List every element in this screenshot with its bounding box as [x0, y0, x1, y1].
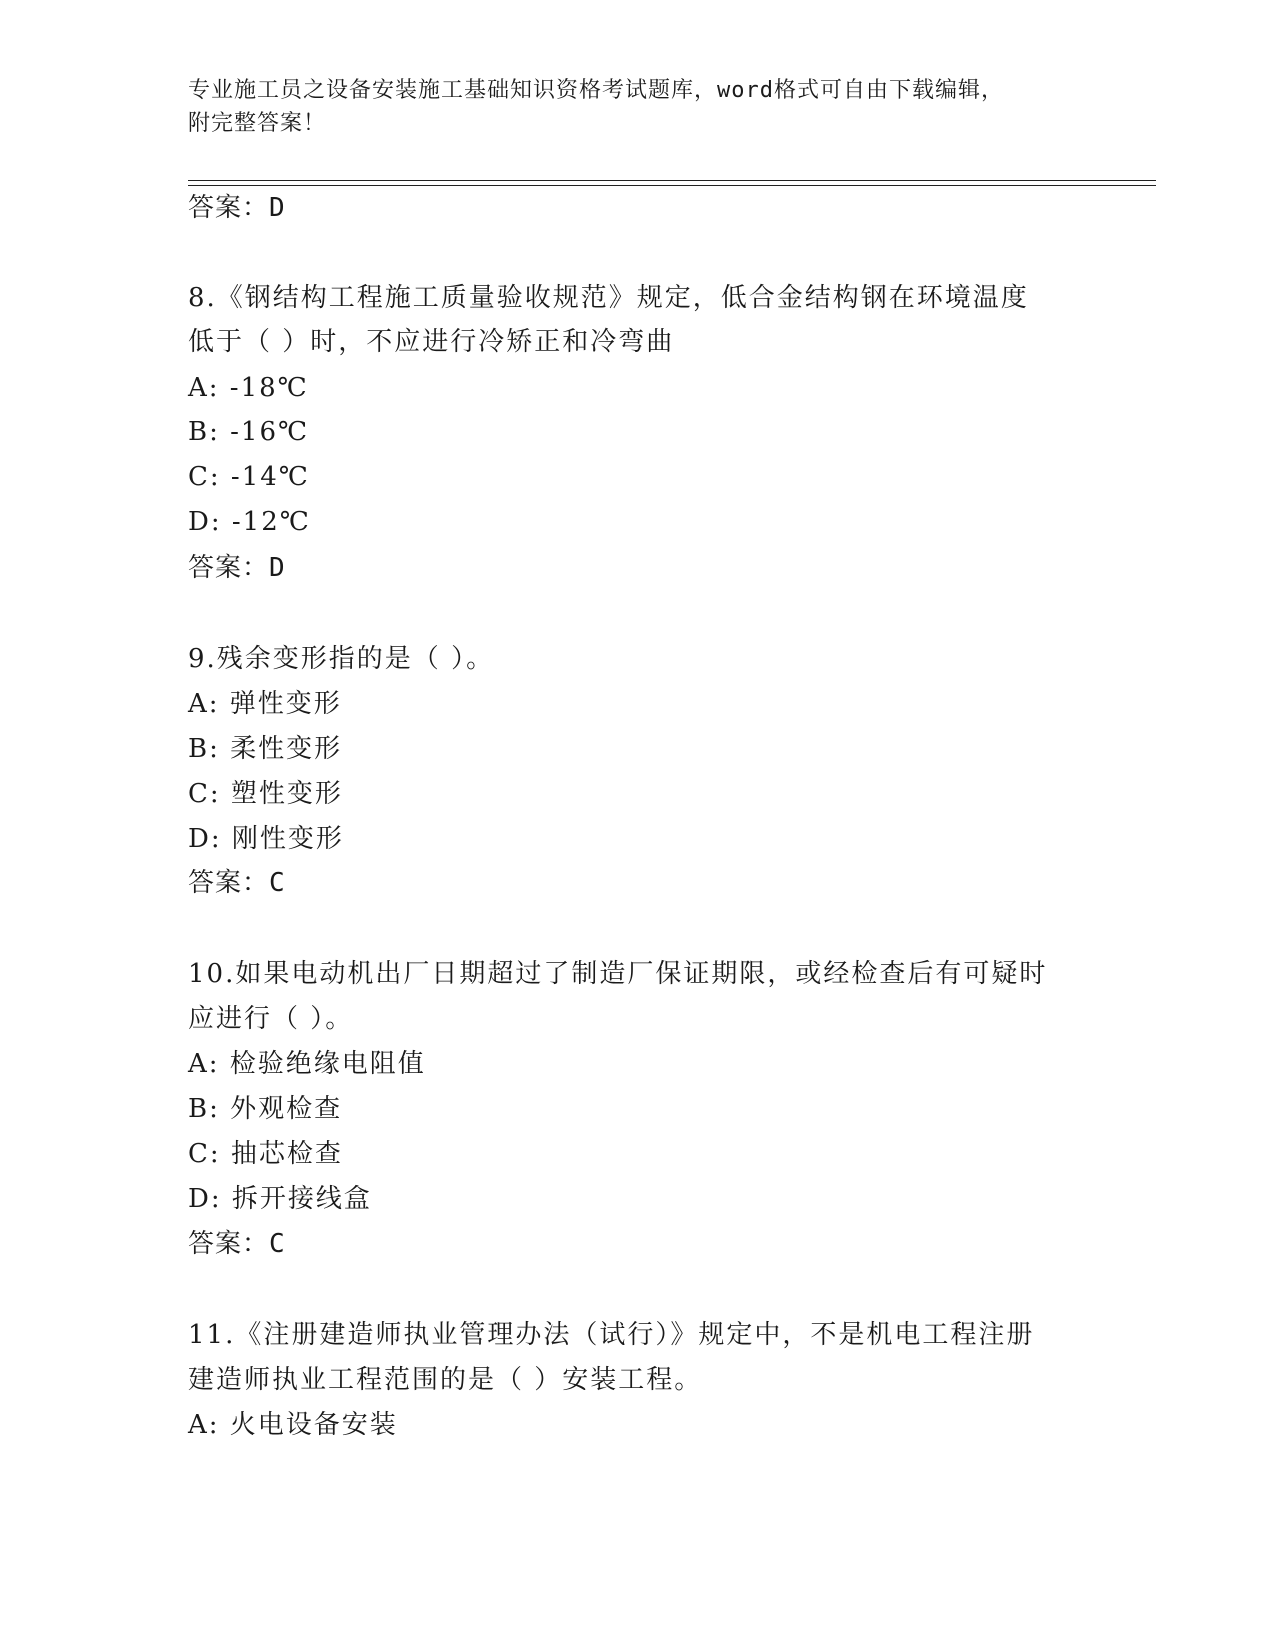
question-9-option-c: C: 塑性变形	[188, 779, 343, 809]
question-10-stem-line-1: 10.如果电动机出厂日期超过了制造厂保证期限，或经检查后有可疑时	[188, 959, 1048, 989]
header-divider-bottom	[188, 185, 1156, 186]
header-divider-top	[188, 180, 1156, 181]
question-8-stem-line-1: 8.《钢结构工程施工质量验收规范》规定，低合金结构钢在环境温度	[188, 283, 1029, 313]
question-8-stem-line-2: 低于（ ）时，不应进行冷矫正和冷弯曲	[188, 327, 675, 357]
question-10-option-b: B: 外观检查	[188, 1094, 343, 1124]
question-8-option-d: D: -12℃	[188, 507, 311, 537]
question-9-stem-line-1: 9.残余变形指的是（ ）。	[188, 644, 495, 674]
question-11-stem-line-1: 11.《注册建造师执业管理办法（试行）》规定中，不是机电工程注册	[188, 1320, 1035, 1350]
header-line-2: 附完整答案！	[188, 111, 327, 136]
question-10-answer: 答案：C	[188, 1229, 286, 1259]
question-8-option-c: C: -14℃	[188, 462, 310, 492]
question-10-option-d: D: 拆开接线盒	[188, 1184, 372, 1214]
question-10-stem-line-2: 应进行（ ）。	[188, 1004, 354, 1034]
question-10-option-c: C: 抽芯检查	[188, 1139, 343, 1169]
header-line-1: 专业施工员之设备安装施工基础知识资格考试题库，word格式可自由下载编辑，	[188, 78, 1004, 103]
question-8-option-a: A: -18℃	[188, 373, 309, 403]
question-10-option-a: A: 检验绝缘电阻值	[188, 1049, 426, 1079]
question-9-option-a: A: 弹性变形	[188, 689, 342, 719]
answer-line: 答案：D	[188, 193, 286, 223]
question-9-answer: 答案：C	[188, 868, 286, 898]
question-8-option-b: B: -16℃	[188, 417, 310, 447]
question-8-answer: 答案：D	[188, 553, 286, 583]
document-header	[188, 74, 1088, 140]
question-11-stem-line-2: 建造师执业工程范围的是（ ）安装工程。	[188, 1365, 703, 1395]
question-11-option-a: A: 火电设备安装	[188, 1410, 398, 1440]
question-9-option-b: B: 柔性变形	[188, 734, 343, 764]
question-9-option-d: D: 刚性变形	[188, 824, 344, 854]
